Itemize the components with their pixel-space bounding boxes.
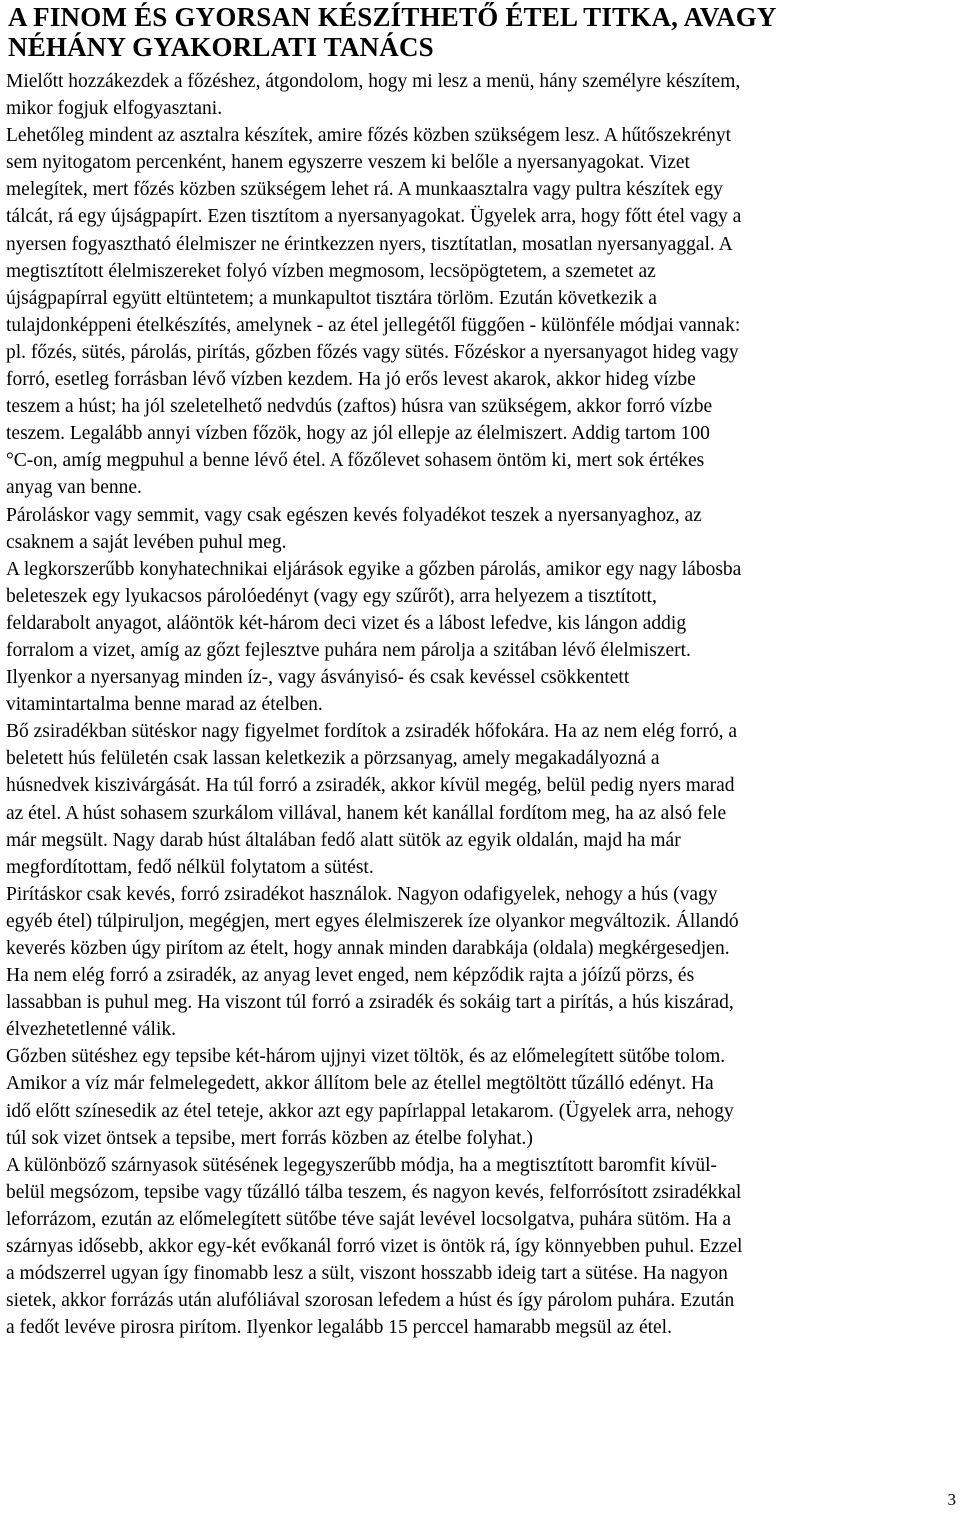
text-line: újságpapírral együtt eltüntetem; a munkapultot tisztára törlöm. Ezután következik a bbox=[6, 287, 657, 309]
text-line: Amikor a víz már felmelegedett, akkor állítom bele az étellel megtöltött tűzálló edényt. Ha bbox=[6, 1073, 714, 1095]
text-line: tulajdonképpeni ételkészítés, amelynek - az étel jellegétől függően - különféle módjai vannak: bbox=[6, 314, 741, 336]
text-line: Gőzben sütéshez egy tepsibe két-három ujjnyi vizet töltök, és az előmelegített sütőbe tolom. bbox=[6, 1046, 726, 1068]
text-line: beletett hús felületén csak lassan keletkezik a pörzsanyag, amely megakadályozná a bbox=[6, 748, 660, 770]
text-line: feldarabolt anyagot, aláöntök két-három deci vizet és a lábost lefedve, kis lángon addig bbox=[6, 612, 687, 634]
text-line: az étel. A húst sohasem szurkálom villával, hanem két kanállal fordítom meg, ha az alsó fele bbox=[6, 802, 727, 824]
page-title bbox=[8, 2, 948, 62]
text-line: sem nyitogatom percenként, hanem egyszerre veszem ki belőle a nyersanyagokat. Vizet bbox=[6, 152, 690, 174]
text-line: Mielőtt hozzákezdek a főzéshez, átgondolom, hogy mi lesz a menü, hány személyre készítem, bbox=[6, 71, 741, 92]
text-line: megtisztított élelmiszereket folyó vízben megmosom, lecsöpögtetem, a szemetet az bbox=[6, 260, 656, 282]
text-line: °C-on, amíg megpuhul a benne lévő étel. A főzőlevet sohasem öntöm ki, mert sok értékes bbox=[6, 450, 705, 472]
title-line: NÉHÁNY GYAKORLATI TANÁCS bbox=[8, 32, 434, 62]
text-line: Ha nem elég forró a zsiradék, az anyag levet enged, nem képződik rajta a jóízű pörzs, és bbox=[6, 965, 695, 987]
text-line: teszem a húst; ha jól szeletelhető nedvdús (zaftos) húsra van szükségem, akkor forró vízbe bbox=[6, 396, 713, 418]
text-line: belül megsózom, tepsibe vagy tűzálló tálba teszem, és nagyon kevés, felforrósított zsiradékkal bbox=[6, 1181, 742, 1203]
text-line: A különböző szárnyasok sütésének legegyszerűbb módja, ha a megtisztított baromfit kívül- bbox=[6, 1154, 718, 1176]
text-line: lassabban is puhul meg. Ha viszont túl forró a zsiradék és sokáig tart a pirítás, a hús kiszárad, bbox=[6, 992, 734, 1014]
text-line: Ilyenkor a nyersanyag minden íz-, vagy ásványisó- és csak kevéssel csökkentett bbox=[6, 667, 630, 689]
page-number: 3 bbox=[947, 1490, 956, 1509]
text-line: keverés közben úgy pirítom az ételt, hogy annak minden darabkája (oldala) megkérgesedjen. bbox=[6, 938, 730, 959]
text-line: melegítek, mert főzés közben szükségem lehet rá. A munkaasztalra vagy pultra készítek egy bbox=[6, 179, 723, 201]
text-line: anyag van benne. bbox=[6, 477, 142, 499]
text-line: csaknem a saját levében puhul meg. bbox=[6, 531, 287, 553]
text-line: túl sok vizet öntsek a tepsibe, mert forrás közben az ételbe folyhat.) bbox=[6, 1127, 533, 1149]
text-line: húsnedvek kiszivárgását. Ha túl forró a zsiradék, akkor kívül megég, belül pedig nyers marad bbox=[6, 775, 735, 797]
text-line: beleteszek egy lyukacsos párolóedényt (vagy egy szűrőt), arra helyezem a tisztított, bbox=[6, 585, 657, 607]
text-line: teszem. Legalább annyi vízben főzök, hogy az jól ellepje az élelmiszert. Addig tartom 100 bbox=[6, 423, 710, 445]
text-line: egyéb étel) túlpiruljon, megégjen, mert egyes élelmiszerek íze olyankor megváltozik. Állandó bbox=[6, 910, 739, 932]
text-line: tálcát, rá egy újságpapírt. Ezen tisztítom a nyersanyagokat. Ügyelek arra, hogy főtt étel vagy a bbox=[6, 206, 742, 228]
text-line: élvezhetetlenné válik. bbox=[6, 1019, 176, 1041]
text-line: szárnyas idősebb, akkor egy-két evőkanál forró vizet is öntök rá, így könnyebben puhul. Ezzel bbox=[6, 1236, 743, 1258]
title-line: A FINOM ÉS GYORSAN KÉSZÍTHETŐ ÉTEL TITKA, AVAGY bbox=[8, 2, 777, 32]
text-line: Pároláskor vagy semmit, vagy csak egészen kevés folyadékot teszek a nyersanyaghoz, az bbox=[6, 504, 702, 526]
body-text bbox=[6, 68, 956, 1341]
text-line: mikor fogjuk elfogyasztani. bbox=[6, 98, 223, 120]
text-line: megfordítottam, fedő nélkül folytatom a sütést. bbox=[6, 856, 374, 878]
text-line: Pirításkor csak kevés, forró zsiradékot használok. Nagyon odafigyelek, nehogy a hús (vagy bbox=[6, 883, 718, 905]
text-line: Bő zsiradékban sütéskor nagy figyelmet fordítok a zsiradék hőfokára. Ha az nem elég forró, a bbox=[6, 721, 737, 743]
text-line: forró, esetleg forrásban lévő vízben kezdem. Ha jó erős levest akarok, akkor hideg vízbe bbox=[6, 369, 696, 391]
text-line: vitamintartalma benne marad az ételben. bbox=[6, 694, 323, 716]
text-line: a fedőt levéve pirosra pirítom. Ilyenkor legalább 15 perccel hamarabb megsül az étel. bbox=[6, 1317, 672, 1339]
text-line: pl. főzés, sütés, párolás, pirítás, gőzben főzés vagy sütés. Főzéskor a nyersanyagot hideg vagy bbox=[6, 341, 739, 363]
text-line: Lehetőleg mindent az asztalra készítek, amire főzés közben szükségem lesz. A hűtőszekrényt bbox=[6, 125, 732, 147]
text-line: leforrázom, ezután az előmelegített sütőbe téve saját levével locsolgatva, puhára sütöm. Ha a bbox=[6, 1208, 731, 1230]
text-line: a módszerrel ugyan így finomabb lesz a sült, viszont hosszabb ideig tart a sütése. Ha nagyon bbox=[6, 1263, 728, 1285]
text-line: forralom a vizet, amíg az gőzt fejlesztve puhára nem párolja a szitában lévő élelmiszert. bbox=[6, 639, 691, 661]
text-line: sietek, akkor forrázás után alufóliával szorosan lefedem a húst és így párolom puhára. Ezután bbox=[6, 1290, 735, 1312]
text-line: A legkorszerűbb konyhatechnikai eljárások egyike a gőzben párolás, amikor egy nagy lábosba bbox=[6, 558, 742, 580]
text-line: már megsült. Nagy darab húst általában fedő alatt sütök az egyik oldalán, majd ha már bbox=[6, 829, 681, 851]
text-line: idő előtt színesedik az étel teteje, akkor azt egy papírlappal letakarom. (Ügyelek arra, nehogy bbox=[6, 1100, 734, 1122]
text-line: nyersen fogyasztható élelmiszer ne érintkezzen nyers, tisztítatlan, mosatlan nyersanyaggal. A bbox=[6, 233, 733, 255]
